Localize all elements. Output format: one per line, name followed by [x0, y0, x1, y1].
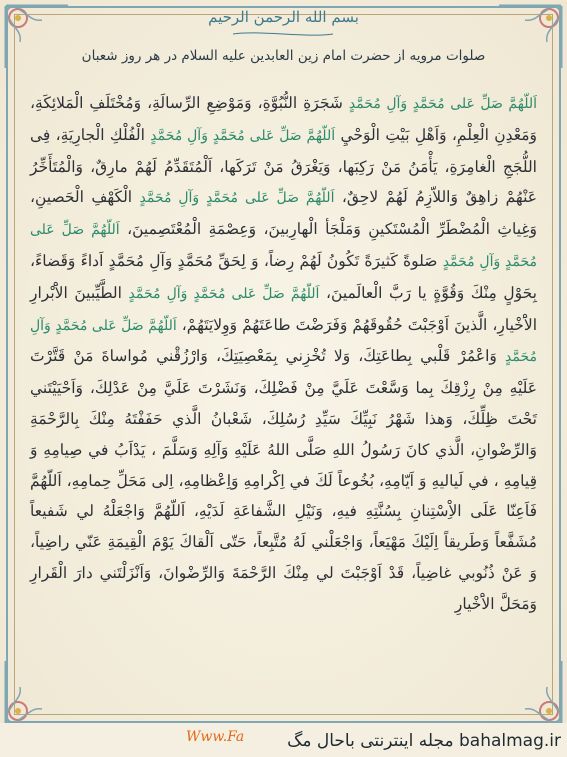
salawat-phrase: اَللّهُمَّ صَلِّ عَلى مُحَمَّدٍ وَآلِ مُحَمَّدٍ	[30, 222, 537, 270]
salawat-phrase: اَللّهُمَّ صَلِّ عَلى مُحَمَّدٍ وَآلِ مُحَمَّدٍ	[150, 127, 336, 144]
bismillah-ornament	[233, 30, 333, 38]
salawat-phrase: اَللّهُمَّ صَلِّ عَلى مُحَمَّدٍ وَآلِ مُحَمَّدٍ	[128, 285, 320, 302]
prayer-segment: الْفُلْكِ الْجارِيَةِ، فِى اللُّجَجِ الْغامِرَةِ، يَأْمَنُ مَنْ رَكِبَها، وَيَغْرَقُ مَنْ تَرَكَها، اَلْمُتَقَدِّمُ لَهُمْ مارِقٌ، وَالْمُتَأَخِّرُ عَنْهُمْ زاهِقٌ وَاللاّزِمُ لَهُمْ لاحِقٌ،	[30, 125, 537, 207]
prayer-segment: شَجَرَةِ النُّبُوَّةِ، وَمَوْضِعِ الرِّسالَةِ، وَمُخْتَلَفِ الْمَلائِكَةِ، وَمَعْدِنِ الْعِلْمِ، وَاَهْلِ بَيْتِ الْوَحْيِ	[30, 94, 538, 144]
watermark-text: Www.Fa	[186, 729, 245, 745]
site-credit: bahalmag.ir مجله اینترنتی باحال مگ	[287, 731, 561, 751]
bismillah-calligraphy: بسم الله الرحمن الرحيم	[208, 8, 359, 26]
footer-bar	[0, 723, 567, 757]
salawat-phrase: اَللّهُمَّ صَلِّ عَلى مُحَمَّدٍ وَآلِ مُحَمَّدٍ	[30, 317, 537, 366]
salawat-phrase: اَللّهُمَّ صَلِّ عَلى مُحَمَّدٍ وَآلِ مُحَمَّدٍ	[139, 190, 335, 207]
prayer-segment: الطَّيِّبينَ الاَْبْرارِ الاَْخْيارِ، الَّذينَ اَوْجَبْتَ حُقُوقَهُمْ وَفَرَضْتَ طاعَتَهُمْ وَوِلايَتَهُمْ،	[30, 283, 537, 334]
page-title: صلوات مرویه از حضرت امام زین العابدین علیه السلام در هر روز شعبان	[81, 48, 486, 64]
prayer-segment: الْكَهْفِ الْحَصينِ، وَغِياثِ الْمُضْطَرِّ الْمُسْتَكينِ وَمَلْجَأ الْهارِبينَ، وَعِصْمَةِ الْمُعْتَصِمينَ،	[30, 188, 537, 239]
prayer-segment: وَاعْمُرْ قَلْبي بِطاعَتِكَ، وَلا تُخْزِني بِمَعْصِيَتِكَ، وَارْزُقْني مُواساةَ مَنْ قَتَّرْتَ عَلَيْهِ مِنْ رِزْقِكَ بِما وَسَّعْتَ عَلَيَّ مِنْ فَضْلِكَ، وَنَشَرْتَ عَلَيَّ مِنْ عَدْلِكَ، وَاَحْيَيْتَني تَحْتَ ظِلِّكَ، وَهذا شَهْرُ نَبِيِّكَ سَيِّدِ رُسُلِكَ، شَعْبانُ الَّذي حَفَفْتَهُ مِنْكَ بِالرَّحْمَةِ وَالرِّضْوانِ، الَّذي كانَ رَسُولُ اللهِ صَلَّى اللهُ عَلَيْهِ وَآلِهِ وَسَلَّمَ ، يَدْاَبُ في صِيامِهِ وَ قِيامِهِ ، في لَياليهِ وَ اَيّامِهِ، بُخُوعاً لَكَ في اِكْرامِهِ وَاِعْظامِهِ، اِلى مَحَلِّ حِمامِهِ، اَللّهُمَّ فَاَعِنّا عَلَى الاِْسْتِنانِ بِسُنَّتِهِ فيهِ، وَنَيْلِ الشَّفاعَةِ لَدَيْهِ، اَللّهُمَّ وَاجْعَلْهُ لي شَفيعاً مُشَفَّعاً وَطَريقاً اِلَيْكَ مَهْيَعاً، وَاجْعَلْني لَهُ مُتَّبِعاً، حَتّى اَلْقاكَ يَوْمَ الْقِيمَةِ عَنّي راضِياً، وَ عَنْ ذُنُوبي غاضِياً، قَدْ اَوْجَبْتَ لي مِنْكَ الرَّحْمَةَ وَالرِّضْوانَ، وَاَنْزَلْتَني دارَ الْقَرارِ وَمَحَلَّ الاَْخْيارِ	[30, 347, 537, 613]
prayer-segment: صَلوةً كَثيرَةً تَكُونُ لَهُمْ رِضاً، وَ لِحَقِّ مُحَمَّدٍ وَآلِ مُحَمَّدٍ اَداءً وَقَضاءً، بِحَوْلٍ مِنْكَ وَقُوَّةٍ يا رَبَّ الْعالَمينَ،	[30, 251, 537, 302]
salawat-phrase: اَللّهُمَّ صَلِّ عَلى مُحَمَّدٍ وَآلِ مُحَمَّدٍ	[348, 96, 537, 112]
prayer-text	[30, 88, 537, 710]
